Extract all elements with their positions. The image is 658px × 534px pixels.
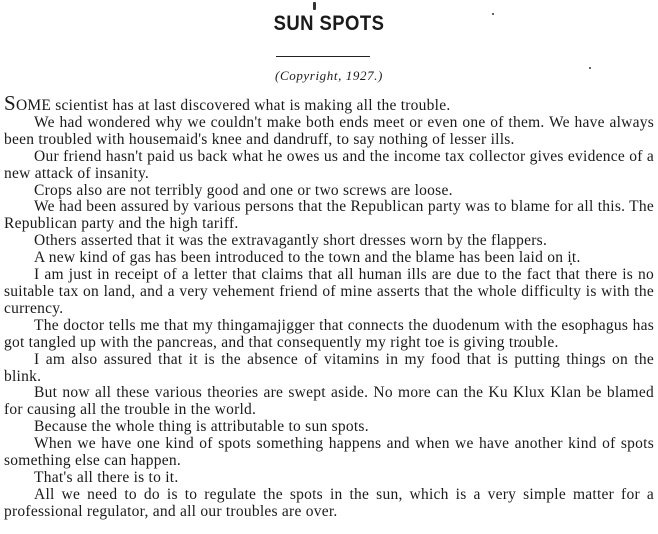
paragraph: All we need to do is to regulate the spots in the sun, which is a very simple matter for a professional regulator, and all our troubles are over. [4, 485, 654, 520]
paragraph: We had been assured by various persons that the Republican party was to blame for all this. The Republican party and the high tariff. [4, 198, 654, 233]
print-speck [313, 2, 316, 10]
paragraph: The doctor tells me that my thingamajigger that connects the duodenum with the esophagus has got tangled up with the pancreas, and that consequently my right toe is giving trouble. [4, 316, 654, 351]
paragraph-lead [4, 91, 654, 115]
paragraph: That's all there is to it. [34, 468, 179, 486]
paragraph: A new kind of gas has been introduced to the town and the blame has been laid on it. [34, 249, 581, 267]
paragraph: When we have one kind of spots something happens and when we have another kind of spots something else can happen. [4, 435, 654, 470]
lead-small-caps: OME [15, 97, 52, 114]
paragraph: I am just in receipt of a letter that claims that all human ills are due to the fact that there is no suitable tax on land, and a very vehement friend of mine asserts that the whole difficulty is with the currency. [4, 266, 654, 317]
paragraph: We had wondered why we couldn't make both ends meet or even one of them. We have always been troubled with housemaid's knee and dandruff, to say nothing of lesser ills. [4, 113, 654, 148]
copyright-line: (Copyright, 1927.) [275, 68, 383, 83]
paragraph: Our friend hasn't paid us back what he owes us and the income tax collector gives evidence of a new attack of insanity. [4, 147, 654, 182]
lead-text: scientist has at last discovered what is making all the trouble. [51, 97, 451, 114]
paragraph: Others asserted that it was the extravagantly short dresses worn by the flappers. [34, 232, 548, 250]
paragraph: I am also assured that it is the absence of vitamins in my food that is putting things on the blink. [4, 350, 654, 385]
title-divider [276, 56, 370, 57]
paragraph: Because the whole thing is attributable to sun spots. [34, 418, 369, 436]
paragraph: But now all these various theories are swept aside. No more can the Ku Klux Klan be blamed for causing all the trouble in the world. [4, 384, 654, 419]
article-body [4, 91, 654, 521]
drop-cap: S [4, 91, 16, 115]
article-title: SUN SPOTS [273, 12, 385, 35]
paragraph: Crops also are not terribly good and one or two screws are loose. [34, 181, 453, 199]
